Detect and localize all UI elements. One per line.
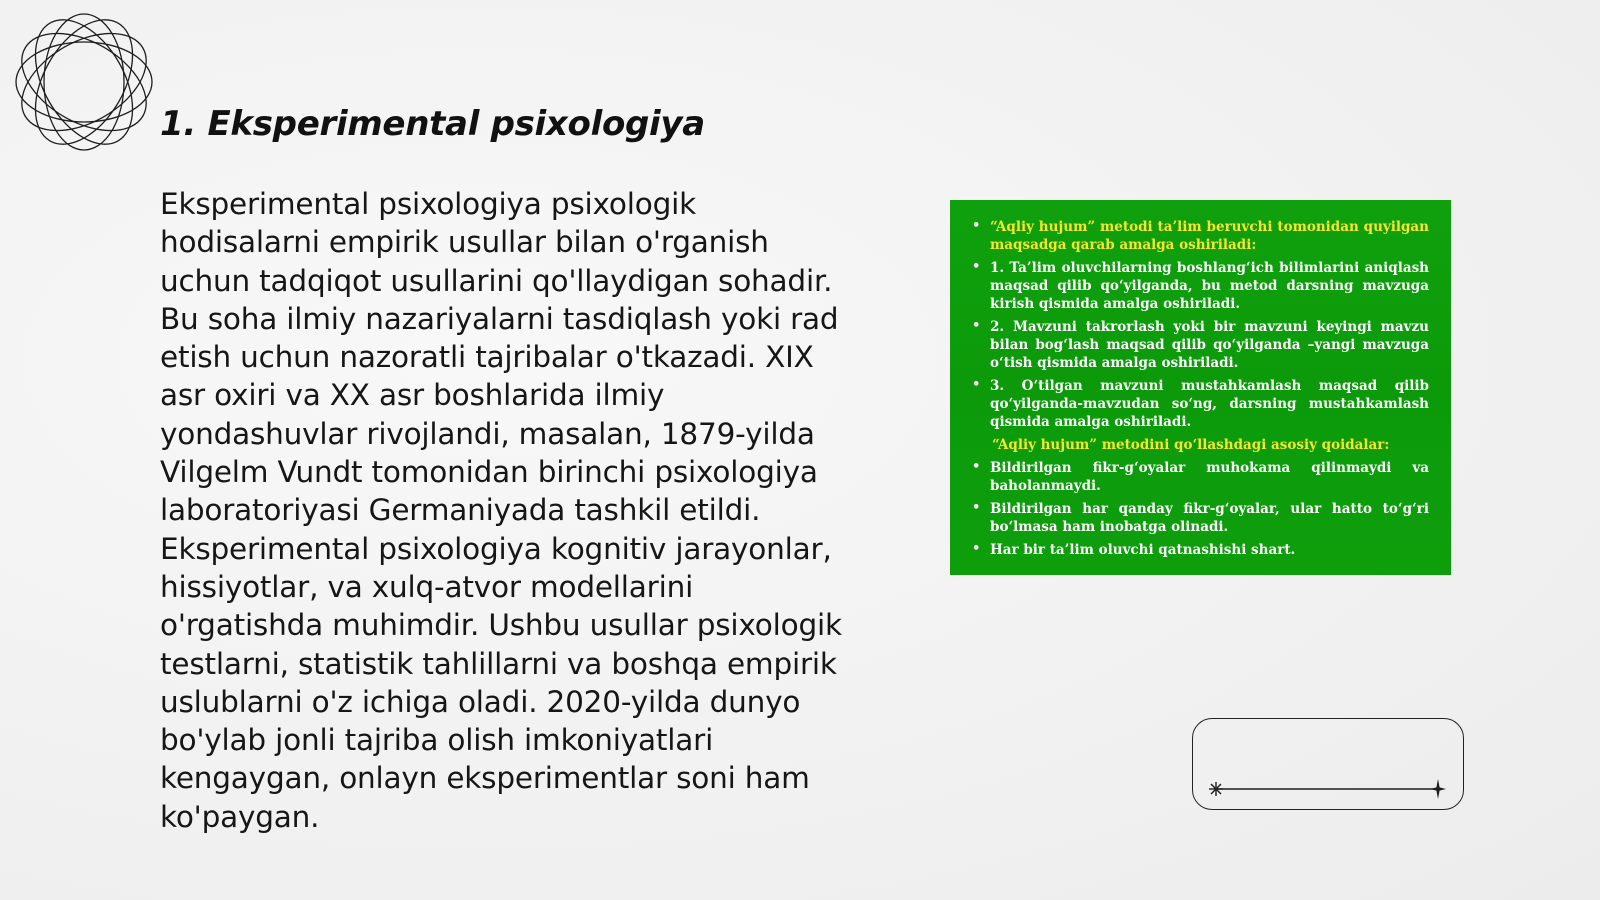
slide-title: 1. Eksperimental psixologiya [160,104,705,144]
card-item: • Har bir ta’lim oluvchi qatnashishi shart. [972,541,1429,559]
card-item: • 2. Mavzuni takrorlash yoki bir mavzuni keyingi mavzu bilan bog‘lash maqsad qilib qo‘yilganda –yangi mavzuga o‘tish qismida amalga oshiriladi. [972,318,1429,372]
slide-body-text: Eksperimental psixologiya psixologik hodisalarni empirik usullar bilan o'rganish uchun tadqiqot usullarini qo'llaydigan sohadir. Bu soha ilmiy nazariyalarni tasdiqlash yoki rad etish uchun nazoratli tajribalar o'tkazadi. XIX asr oxiri va XX asr boshlarida ilmiy yondashuvlar rivojlandi, masalan, 1879-yilda Vilgelm Vundt tomonidan birinchi psixologiya laboratoriyasi Germaniyada tashkil etildi. Eksperimental psixologiya kognitiv jarayonlar, hissiyotlar, va xulq-atvor modellarini o'rgatishda muhimdir. Ushbu usullar psixologik testlarni, statistik tahlillarni va boshqa empirik uslublarni o'z ichiga oladi. 2020-yilda dunyo bo'ylab jonli tajriba olish imkoniyatlari kengaygan, onlayn eksperimentlar soni ham ko'paygan. [160,187,842,834]
card-item: • Bildirilgan fikr-g‘oyalar muhokama qilinmaydi va baholanmaydi. [972,459,1429,495]
timeline-line [1193,719,1463,809]
card-item: • 1. Ta’lim oluvchilarning boshlang‘ich bilimlarini aniqlash maqsad qilib qo‘yilganda, bu metod darsning mavzuga kirish qismida amalga oshiriladi. [972,259,1429,313]
star-icon [1430,779,1446,799]
brainstorm-method-card [950,200,1451,575]
sparkle-icon [1209,782,1223,796]
card-item: • “Aqliy hujum” metodi ta’lim beruvchi tomonidan quyilgan maqsadga qarab amalga oshiriladi: [972,218,1429,254]
card-subheading: “Aqliy hujum” metodini qo‘llashdagi asosiy qoidalar: [992,437,1390,453]
decorative-timeline-box [1192,718,1464,810]
orbit-rings-icon [10,8,158,156]
card-item: • 3. O‘tilgan mavzuni mustahkamlash maqsad qilib qo‘yilganda-mavzudan so‘ng, darsning mustahkamlash qismida amalga oshiriladi. [972,377,1429,431]
card-item: • Bildirilgan har qanday fikr-g‘oyalar, ular hatto to‘g‘ri bo‘lmasa ham inobatga olinadi. [972,500,1429,536]
